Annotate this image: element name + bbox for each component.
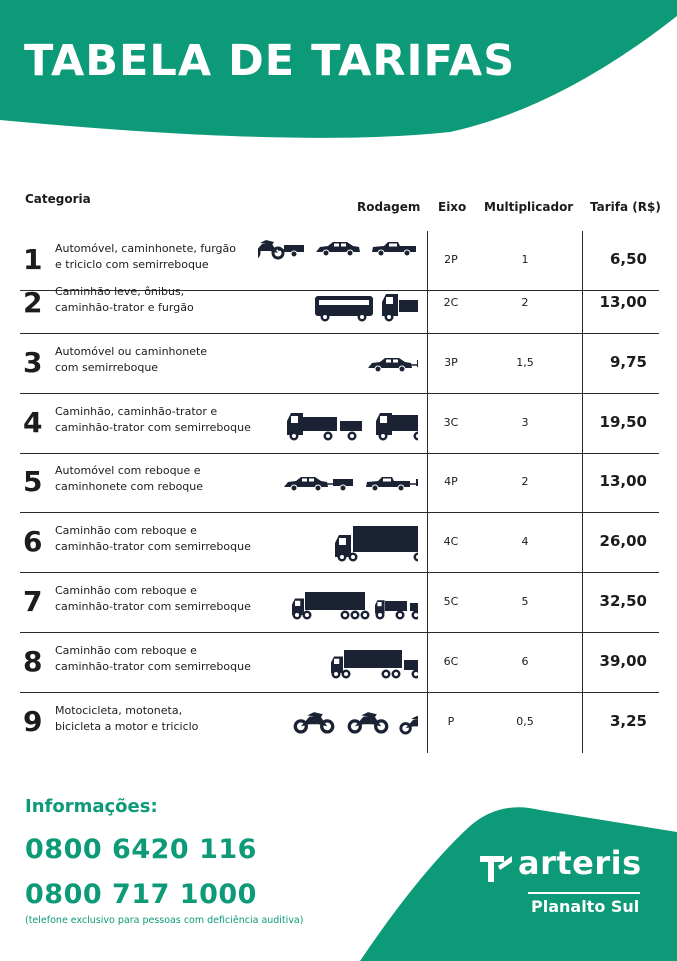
multiplicador-value: 6	[521, 655, 529, 668]
semitrailer-5axle-icon	[292, 592, 370, 620]
header-eixo: Eixo	[438, 200, 467, 214]
light-truck-icon	[382, 294, 418, 322]
eixo-value: 6C	[443, 655, 459, 668]
vehicle-icons	[258, 274, 418, 333]
tarifa-value: 6,50	[609, 250, 647, 268]
motorcycle-icon	[295, 712, 332, 732]
vehicle-icons	[258, 453, 418, 512]
table-row	[20, 394, 659, 454]
motor-bicycle-icon	[401, 716, 418, 733]
category-description: Caminhão, caminhão-trator e caminhão-trator com semirreboque	[55, 405, 251, 434]
eixo-value: 3P	[444, 356, 458, 369]
bus-icon	[315, 296, 373, 322]
tarifa-value: 32,50	[599, 592, 647, 610]
brand-subtitle: Planalto Sul	[531, 897, 640, 916]
vehicle-icons	[258, 513, 418, 572]
table-row	[20, 573, 659, 633]
eixo-value: 2C	[443, 296, 459, 309]
pickup-icon	[372, 242, 416, 256]
category-number: 2	[23, 286, 43, 319]
table-row	[20, 334, 659, 394]
header-rodagem: Rodagem	[357, 200, 421, 214]
truck-double-trailer-icon	[375, 600, 418, 619]
eixo-value: 4P	[444, 475, 458, 488]
category-number: 5	[23, 465, 43, 498]
tarifa-value: 9,75	[609, 353, 647, 371]
header-categoria: Categoria	[25, 192, 91, 206]
category-number: 6	[23, 525, 43, 558]
category-number: 7	[23, 585, 43, 618]
category-description: Motocicleta, motoneta, bicicleta a motor e triciclo	[55, 704, 199, 733]
tarifa-value: 13,00	[599, 472, 647, 490]
header-multiplicador: Multiplicador	[484, 200, 574, 214]
info-label: Informações:	[25, 796, 158, 817]
multiplicador-value: 1	[521, 253, 529, 266]
car-trailer-icon	[368, 358, 418, 372]
category-description: Caminhão leve, ônibus, caminhão-trator e furgão	[55, 285, 194, 314]
car-icon	[316, 242, 360, 256]
vehicle-icons	[258, 394, 418, 453]
eixo-value: P	[447, 715, 455, 728]
category-description: Automóvel ou caminhonete com semirreboque	[55, 345, 208, 374]
table-row	[20, 693, 659, 753]
table-row	[20, 633, 659, 693]
category-number: 8	[23, 645, 43, 678]
multiplicador-value: 3	[521, 416, 529, 429]
category-number: 3	[23, 346, 43, 379]
eixo-value: 5C	[443, 595, 459, 608]
vehicle-icons	[258, 334, 418, 393]
vehicle-icons	[258, 693, 418, 752]
multiplicador-value: 0,5	[516, 715, 534, 728]
arteris-logo-icon	[478, 852, 514, 886]
tarifa-value: 3,25	[609, 712, 647, 730]
motorcycle-trailer-icon	[258, 240, 304, 258]
brand-logo	[478, 844, 648, 923]
header-tarifa: Tarifa (R$)	[590, 200, 661, 214]
phone-number-primary[interactable]: 0800 6420 116	[25, 834, 257, 865]
brand-name: arteris	[518, 844, 642, 882]
page-title: TABELA DE TARIFAS	[24, 36, 516, 86]
category-description: Caminhão com reboque e caminhão-trator com semirreboque	[55, 584, 251, 613]
tarifa-value: 19,50	[599, 413, 647, 431]
scooter-icon	[349, 712, 386, 732]
multiplicador-value: 1,5	[516, 356, 534, 369]
eixo-value: 2P	[444, 253, 458, 266]
brand-divider	[528, 892, 640, 894]
category-number: 1	[23, 243, 43, 276]
car-trailer-icon	[284, 477, 353, 491]
multiplicador-value: 2	[521, 296, 529, 309]
truck-3axle-icon	[376, 413, 418, 441]
semitrailer-4axle-icon	[335, 526, 418, 562]
category-number: 9	[23, 705, 43, 738]
category-description: Automóvel, caminhonete, furgão e triciclo com semirreboque	[55, 242, 236, 271]
category-number: 4	[23, 406, 43, 439]
tarifa-value: 39,00	[599, 652, 647, 670]
category-description: Caminhão com reboque e caminhão-trator com semirreboque	[55, 524, 251, 553]
tarifa-value: 13,00	[599, 293, 647, 311]
category-description: Automóvel com reboque e caminhonete com reboque	[55, 464, 204, 493]
truck-trailer-icon	[287, 413, 362, 441]
semitrailer-6axle-icon	[331, 650, 418, 679]
phone-number-accessible[interactable]: 0800 717 1000	[25, 879, 257, 910]
phone-note: (telefone exclusivo para pessoas com deficiência auditiva)	[25, 915, 304, 926]
table-row	[20, 274, 659, 334]
table-row	[20, 513, 659, 573]
eixo-value: 3C	[443, 416, 459, 429]
category-description: Caminhão com reboque e caminhão-trator com semirreboque	[55, 644, 251, 673]
table-row	[20, 453, 659, 513]
multiplicador-value: 5	[521, 595, 529, 608]
multiplicador-value: 2	[521, 475, 529, 488]
eixo-value: 4C	[443, 535, 459, 548]
pickup-trailer-icon	[366, 477, 418, 491]
vehicle-icons	[258, 633, 418, 692]
multiplicador-value: 4	[521, 535, 529, 548]
vehicle-icons	[258, 573, 418, 632]
tarifa-value: 26,00	[599, 532, 647, 550]
